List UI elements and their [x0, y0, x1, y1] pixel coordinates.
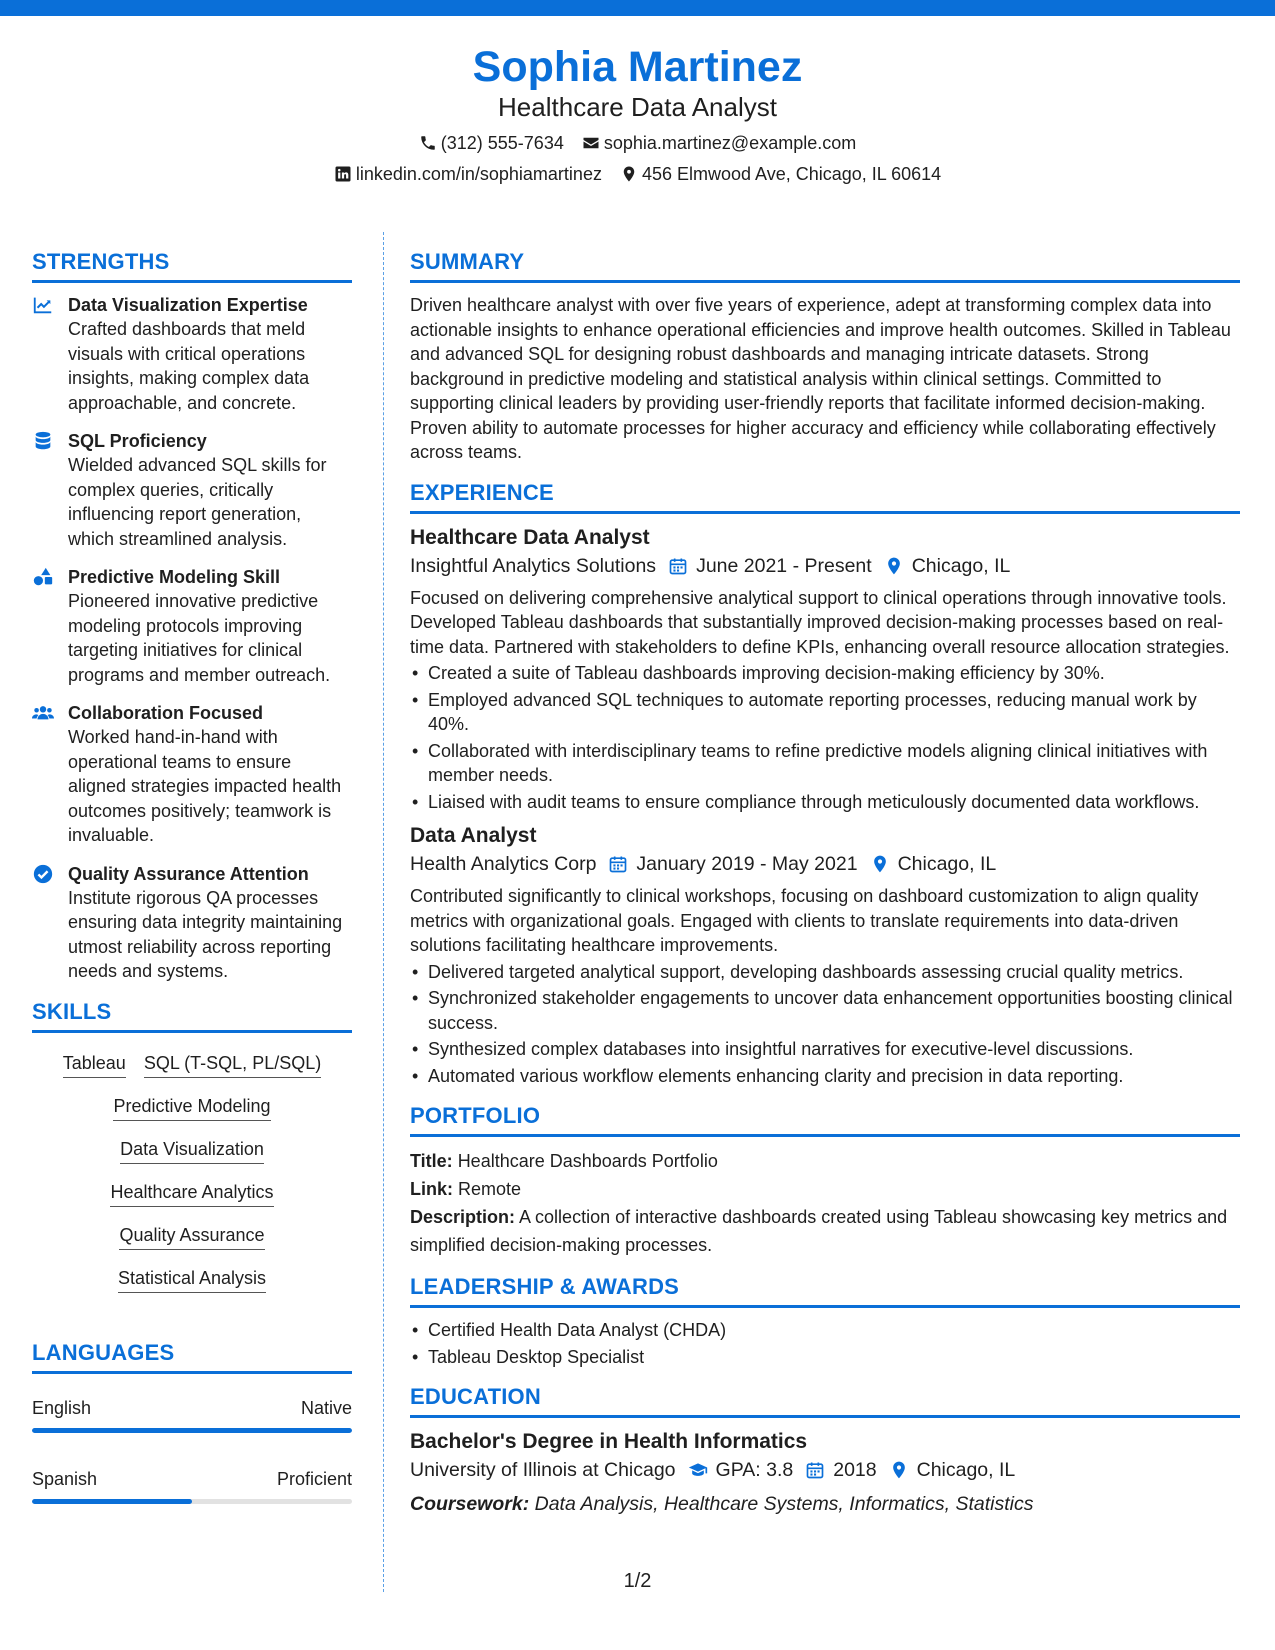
portfolio-desc-value: A collection of interactive dashboards created using Tableau showcasing key metrics and simplified decision-making processes. — [410, 1207, 1228, 1255]
graduation-cap-icon — [688, 1460, 708, 1480]
email-text: sophia.martinez@example.com — [603, 133, 857, 153]
education-location-group — [889, 1456, 1016, 1484]
strength-title: SQL Proficiency — [68, 431, 207, 451]
shapes-icon — [32, 566, 54, 588]
strength-desc: Worked hand-in-hand with operational teams to ensure aligned strategies impacted health outcomes positively; teamwork is invaluable. — [68, 727, 342, 845]
job-bullet: • Collaborated with interdisciplinary teams to refine predictive models aligning clinical initiatives with member needs. — [410, 739, 1240, 788]
contact-phone — [419, 132, 564, 154]
job-title: Data Analyst — [410, 824, 537, 847]
skill-tag: Healthcare Analytics — [110, 1180, 273, 1207]
portfolio-title-label: Title: — [410, 1151, 453, 1171]
job-dates: January 2019 - May 2021 — [636, 853, 858, 875]
job-bullet: • Liaised with audit teams to ensure compliance through meticulously documented data workflows. — [410, 790, 1240, 815]
phone-icon — [419, 134, 437, 152]
strength-item — [32, 293, 352, 415]
resume-header — [0, 42, 1275, 185]
contact-address — [620, 163, 941, 185]
job-location-group — [870, 850, 997, 878]
job-bullets — [410, 661, 1240, 814]
job-meta — [410, 552, 1240, 580]
language-item — [32, 1396, 352, 1433]
job-dates: June 2021 - Present — [696, 554, 872, 577]
portfolio-link-label: Link: — [410, 1179, 453, 1199]
right-column — [410, 248, 1240, 1518]
job-location: Chicago, IL — [897, 853, 997, 875]
skill-tag: Statistical Analysis — [118, 1266, 266, 1293]
location-pin-icon — [620, 165, 638, 183]
language-proficiency-fill — [32, 1499, 192, 1504]
award-item: • Tableau Desktop Specialist — [410, 1345, 1240, 1370]
skills-row — [63, 1051, 321, 1078]
job-bullet: • Created a suite of Tableau dashboards improving decision-making efficiency by 30%. — [410, 661, 1240, 686]
summary-text: Driven healthcare analyst with over five years of experience, adept at transforming complex data into actionable insights to enhance operational efficiencies and improve health outcomes. Skilled in Tableau and advanced SQL for designing robust dashboards and managing intricate datasets. Strong background in predictive modeling and statistical analysis within clinical settings. Committed to supporting clinical leaders by providing user-friendly reports that facilitate informed decision-making. Proven ability to automate processes for higher accuracy and efficiency while collaborating effectively across teams. — [410, 295, 1231, 462]
education-meta — [410, 1456, 1240, 1484]
candidate-role: Healthcare Data Analyst — [498, 92, 777, 122]
contact-linkedin[interactable] — [334, 163, 602, 185]
language-level: Native — [300, 1397, 352, 1418]
portfolio-link-value[interactable]: Remote — [458, 1179, 522, 1199]
languages-heading: LANGUAGES — [32, 1339, 352, 1374]
contact-row-2 — [0, 163, 1275, 185]
job-company: Insightful Analytics Solutions — [410, 554, 657, 577]
strength-item — [32, 429, 352, 551]
strength-title: Predictive Modeling Skill — [68, 567, 281, 587]
phone-text: (312) 555-7634 — [440, 133, 564, 153]
portfolio-heading: PORTFOLIO — [410, 1102, 1240, 1137]
language-proficiency-bar — [32, 1428, 352, 1433]
strength-title: Data Visualization Expertise — [68, 295, 308, 315]
job-bullet: • Synchronized stakeholder engagements to uncover data enhancement opportunities boosting clinical success. — [410, 986, 1240, 1035]
language-item — [32, 1467, 352, 1504]
skill-tag: Tableau — [63, 1051, 126, 1078]
skill-tag: SQL (T-SQL, PL/SQL) — [144, 1051, 321, 1078]
calendar-icon — [805, 1460, 825, 1480]
language-proficiency-bar — [32, 1499, 352, 1504]
summary-heading: SUMMARY — [410, 248, 1240, 283]
awards-heading: LEADERSHIP & AWARDS — [410, 1273, 1240, 1308]
education-heading: EDUCATION — [410, 1383, 1240, 1418]
job-bullet: • Delivered targeted analytical support, developing dashboards assessing crucial quality metrics. — [410, 960, 1240, 985]
column-divider — [383, 232, 384, 1592]
skill-tag: Predictive Modeling — [113, 1094, 270, 1121]
education-coursework — [410, 1490, 1240, 1518]
job-description: Focused on delivering comprehensive analytical support to clinical operations through innovative tools. Developed Tableau dashboards that substantially improved decision-making processes based on real-time data. Partnered with stakeholders to define KPIs, enhancing overall resource allocation strategies. — [410, 587, 1230, 657]
coursework-label: Coursework: — [410, 1493, 530, 1515]
education-gpa: GPA: 3.8 — [715, 1459, 794, 1481]
strength-desc: Pioneered innovative predictive modeling protocols improving targeting initiatives for clinical programs and member outreach. — [68, 591, 331, 685]
language-proficiency-fill — [32, 1428, 352, 1433]
language-name: English — [32, 1397, 92, 1418]
skill-tag: Quality Assurance — [119, 1223, 264, 1250]
job-location-group — [884, 552, 1011, 580]
strength-item — [32, 701, 352, 848]
check-circle-icon — [32, 863, 54, 885]
linkedin-text: linkedin.com/in/sophiamartinez — [355, 164, 602, 184]
portfolio-title-line — [410, 1147, 1240, 1175]
awards-list — [410, 1318, 1240, 1369]
skills-list — [32, 1051, 352, 1293]
education-location: Chicago, IL — [916, 1459, 1016, 1481]
strength-item — [32, 862, 352, 984]
job-bullet: • Automated various workflow elements enhancing clarity and precision in data reporting. — [410, 1064, 1240, 1089]
calendar-icon — [608, 854, 628, 874]
users-icon — [32, 702, 54, 724]
coursework-value: Data Analysis, Healthcare Systems, Informatics, Statistics — [534, 1493, 1034, 1515]
strength-desc: Wielded advanced SQL skills for complex queries, critically influencing report generation, which streamlined analysis. — [68, 455, 327, 549]
job-bullet: • Employed advanced SQL techniques to automate reporting processes, reducing manual work by 40%. — [410, 688, 1240, 737]
job-bullets — [410, 960, 1240, 1089]
education-gpa-group — [688, 1456, 794, 1484]
left-column — [32, 248, 352, 1504]
strengths-heading: STRENGTHS — [32, 248, 352, 283]
location-pin-icon — [884, 556, 904, 576]
job-dates-group — [668, 552, 872, 580]
experience-heading: EXPERIENCE — [410, 479, 1240, 514]
language-row — [32, 1467, 352, 1491]
job-description: Contributed significantly to clinical workshops, focusing on dashboard customization to align quality metrics with organizational goals. Engaged with clients to translate requirements into data-driven solutions facilitating healthcare improvements. — [410, 886, 1199, 955]
job-location: Chicago, IL — [911, 554, 1011, 577]
portfolio-desc-label: Description: — [410, 1207, 516, 1227]
portfolio-title-value: Healthcare Dashboards Portfolio — [457, 1151, 718, 1171]
page-number: 1/2 — [623, 1570, 652, 1592]
top-accent-bar — [0, 0, 1275, 16]
education-year: 2018 — [833, 1459, 877, 1481]
job-entry — [410, 524, 1240, 815]
candidate-name: Sophia Martinez — [472, 43, 803, 91]
award-item: • Certified Health Data Analyst (CHDA) — [410, 1318, 1240, 1343]
job-company: Health Analytics Corp — [410, 853, 597, 875]
education-school: University of Illinois at Chicago — [410, 1459, 676, 1481]
contact-email[interactable] — [582, 132, 856, 154]
language-row — [32, 1396, 352, 1420]
portfolio-link-line — [410, 1175, 1240, 1203]
job-title: Healthcare Data Analyst — [410, 525, 650, 549]
language-name: Spanish — [32, 1468, 98, 1489]
language-level: Proficient — [276, 1468, 352, 1489]
strength-desc: Institute rigorous QA processes ensuring data integrity maintaining utmost reliability across reporting needs and systems. — [68, 887, 343, 981]
job-dates-group — [608, 850, 857, 878]
calendar-icon — [668, 556, 688, 576]
job-entry — [410, 822, 1240, 1088]
strength-item — [32, 565, 352, 687]
chart-line-icon — [32, 294, 54, 316]
location-pin-icon — [870, 854, 890, 874]
job-bullet: • Synthesized complex databases into insightful narratives for executive-level discussions. — [410, 1037, 1240, 1062]
strength-desc: Crafted dashboards that meld visuals with critical operations insights, making complex data approachable, and concrete. — [68, 319, 310, 413]
contact-row-1 — [0, 132, 1275, 154]
linkedin-icon — [334, 165, 352, 183]
education-degree: Bachelor's Degree in Health Informatics — [410, 1430, 808, 1453]
address-text: 456 Elmwood Ave, Chicago, IL 60614 — [641, 164, 942, 184]
skill-tag: Data Visualization — [120, 1137, 264, 1164]
database-icon — [32, 430, 54, 452]
location-pin-icon — [889, 1460, 909, 1480]
portfolio-desc-line — [410, 1203, 1240, 1259]
strength-title: Quality Assurance Attention — [68, 863, 309, 884]
strength-title: Collaboration Focused — [68, 703, 264, 723]
education-year-group — [805, 1456, 876, 1484]
envelope-icon — [582, 134, 600, 152]
job-meta — [410, 850, 1240, 878]
skills-heading: SKILLS — [32, 998, 352, 1033]
